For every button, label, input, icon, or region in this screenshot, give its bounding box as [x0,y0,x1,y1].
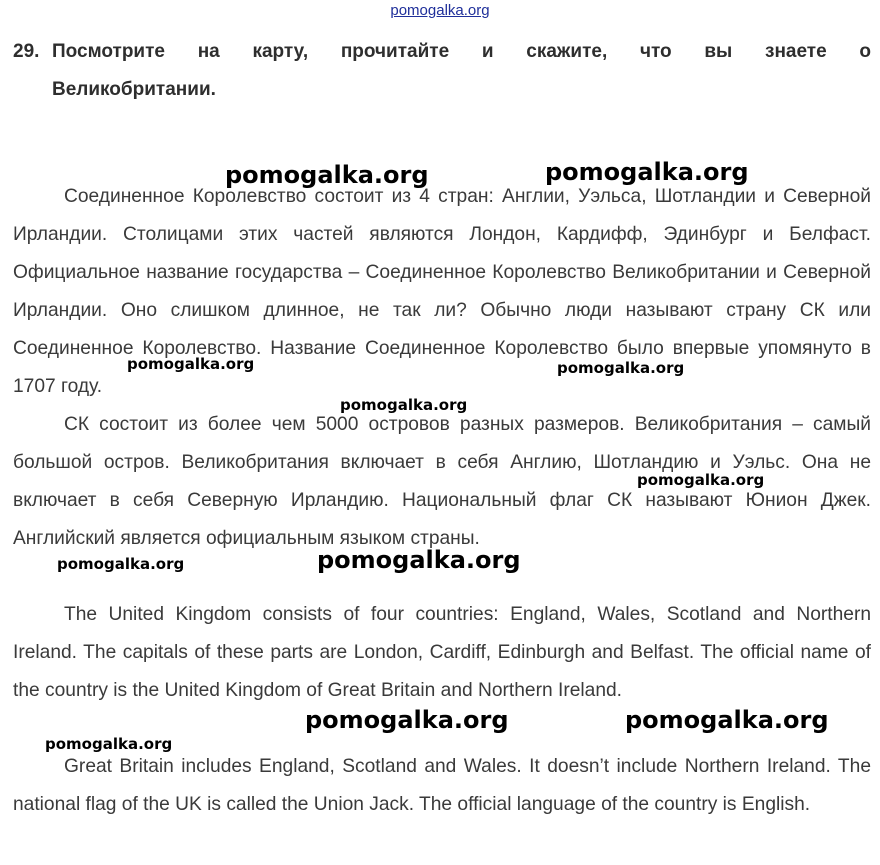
russian-paragraph-1-text: Соединенное Королевство состоит из 4 стран: Англии, Уэльса, Шотландии и Северной Ирландии. Столицами этих частей являются Лондон, Кардифф, Эдинбург и Белфаст. Официальное название государства – Соединенное Королевство Великобритании и Северной Ирландии. Оно слишком длинное, не так ли? Обычно люди называют страну СК или Соединенное Королевство. Название Соединенное Королевство было впервые упомянуто в 1707 году. [13,186,871,397]
english-paragraph-2-text: Great Britain includes England, Scotland and Wales. It doesn’t include Northern Ireland. The national flag of the UK is called the Union Jack. The official language of the country is English. [13,756,871,815]
task-heading [13,33,871,109]
watermark: pomogalka.org [637,471,765,489]
watermark: pomogalka.org [545,158,749,186]
task-instruction-line1: Посмотрите на карту, прочитайте и скажите, что вы знаете о [52,41,871,62]
english-paragraph-2 [13,748,871,824]
english-paragraph-1 [13,596,871,710]
english-paragraph-1-text: The United Kingdom consists of four countries: England, Wales, Scotland and Northern Ireland. The capitals of these parts are London, Cardiff, Edinburgh and Belfast. The official name of the country is the United Kingdom of Great Britain and Northern Ireland. [13,604,871,701]
watermark: pomogalka.org [57,555,185,573]
watermark: pomogalka.org [317,546,521,574]
watermark: pomogalka.org [225,161,429,189]
site-header-link[interactable]: pomogalka.org [390,2,490,19]
watermark: pomogalka.org [305,706,509,734]
task-number: 29. [13,41,40,62]
russian-paragraph-2-text: СК состоит из более чем 5000 островов разных размеров. Великобритания – самый большой остров. Великобритания включает в себя Англию, Шотландию и Уэльс. Она не включает в себя Северную Ирландию. Национальный флаг СК называют Юнион Джек. Английский является официальным языком страны. [13,414,871,549]
watermark: pomogalka.org [557,359,685,377]
watermark: pomogalka.org [45,735,173,753]
watermark: pomogalka.org [625,706,829,734]
task-instruction-line2: Великобритании. [52,79,216,100]
watermark: pomogalka.org [340,396,468,414]
watermark: pomogalka.org [127,355,255,373]
